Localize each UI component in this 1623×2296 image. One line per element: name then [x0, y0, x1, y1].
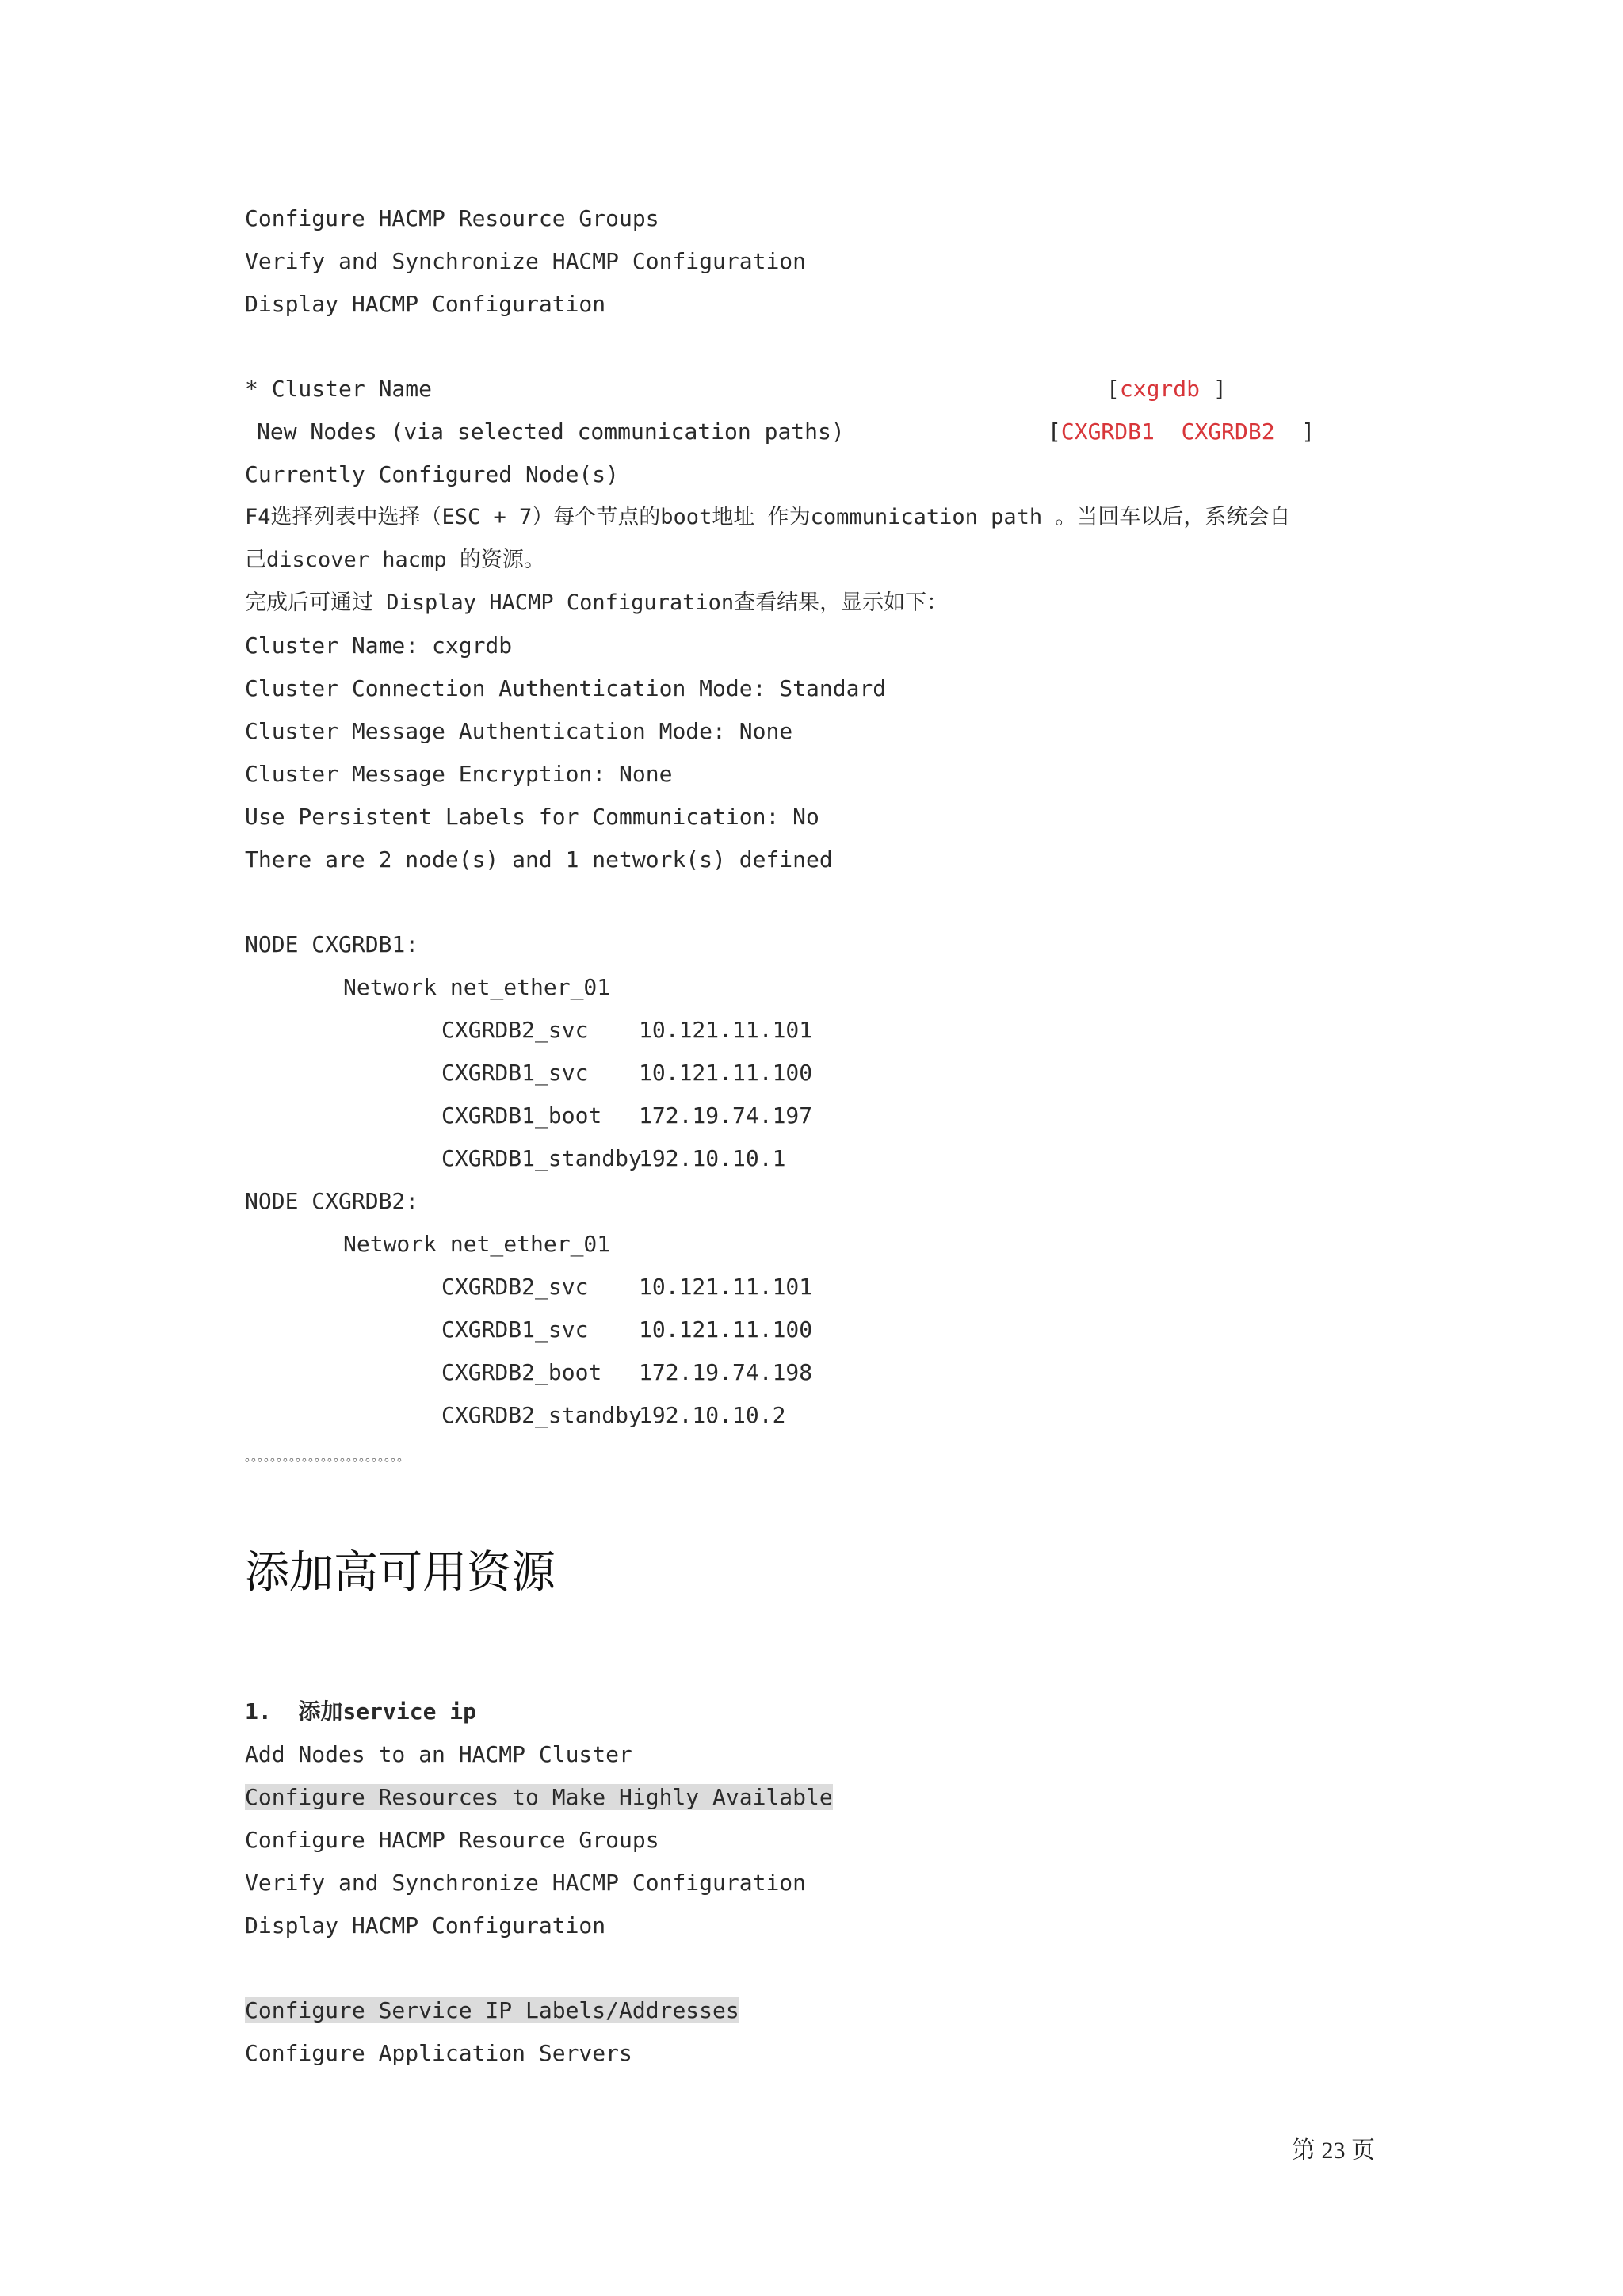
interface-ip: 192.10.10.1: [639, 1145, 786, 1171]
cluster-name-label: * Cluster Name: [245, 376, 433, 402]
cluster-name-field: [cxgrdb ]: [1106, 376, 1227, 402]
menu-item-add-nodes: Add Nodes to an HACMP Cluster: [245, 1741, 632, 1767]
submenu-item-app-servers: Configure Application Servers: [245, 2040, 632, 2066]
menu-item-verify-sync: Verify and Synchronize HACMP Configuration: [245, 1870, 807, 1896]
ellipsis-divider: 。。。。。。。。。。。。。。。。。。。。。。。。。: [245, 1449, 411, 1464]
cluster-info-line: Cluster Message Authentication Mode: None: [245, 718, 793, 744]
interface-ip: 172.19.74.198: [639, 1359, 813, 1385]
interface-ip: 172.19.74.197: [639, 1102, 813, 1129]
cluster-info-line: Cluster Message Encryption: None: [245, 761, 673, 787]
new-nodes-value: CXGRDB1 CXGRDB2: [1060, 418, 1275, 445]
cluster-info-line: Cluster Name: cxgrdb: [245, 632, 513, 659]
cluster-name-value: cxgrdb: [1119, 376, 1201, 402]
interface-label: CXGRDB2_svc: [441, 1274, 589, 1300]
section-heading: 添加高可用资源: [245, 1549, 556, 1598]
cluster-info-line: Cluster Connection Authentication Mode: Standard: [245, 675, 887, 701]
interface-ip: 10.121.11.100: [639, 1316, 813, 1343]
instruction-line-1: F4选择列表中选择（ESC + 7）每个节点的boot地址 作为communication path 。当回车以后，系统会自: [245, 505, 1291, 529]
interface-label: CXGRDB1_boot: [441, 1102, 602, 1129]
interface-ip: 10.121.11.100: [639, 1060, 813, 1086]
interface-ip: 10.121.11.101: [639, 1274, 813, 1300]
node-title: NODE CXGRDB1:: [245, 931, 419, 957]
menu-item-configure-resources: [245, 1782, 833, 1813]
interface-ip: 10.121.11.101: [639, 1017, 813, 1043]
interface-label: CXGRDB1_standby: [441, 1145, 642, 1171]
interface-label: CXGRDB1_svc: [441, 1060, 589, 1086]
page-number: 第 23 页: [1292, 2137, 1375, 2164]
menu-item-resource-groups: Configure HACMP Resource Groups: [245, 1827, 659, 1853]
configured-nodes-label: Currently Configured Node(s): [245, 461, 620, 487]
interface-label: CXGRDB2_boot: [441, 1359, 602, 1385]
step-title: 1. 添加service ip: [245, 1698, 477, 1725]
node-title: NODE CXGRDB2:: [245, 1188, 419, 1214]
new-nodes-field: [CXGRDB1 CXGRDB2 ]: [1048, 418, 1316, 445]
cluster-info-line: Use Persistent Labels for Communication: No: [245, 804, 819, 830]
node-network: Network net_ether_01: [343, 974, 611, 1000]
highlighted-menu-text: Configure Resources to Make Highly Available: [245, 1784, 833, 1810]
highlighted-submenu-text: Configure Service IP Labels/Addresses: [245, 1997, 739, 2023]
menu-item-display-config: Display HACMP Configuration: [245, 1912, 606, 1939]
menu-item-verify-sync: Verify and Synchronize HACMP Configuration: [245, 248, 807, 274]
cluster-info-line: There are 2 node(s) and 1 network(s) defined: [245, 846, 833, 873]
interface-ip: 192.10.10.2: [639, 1402, 786, 1428]
submenu-item-service-ip: [245, 1995, 739, 2027]
menu-item-display-config: Display HACMP Configuration: [245, 291, 606, 317]
node-network: Network net_ether_01: [343, 1231, 611, 1257]
instruction-line-2: 己discover hacmp 的资源。: [245, 548, 545, 572]
menu-item-resource-groups: Configure HACMP Resource Groups: [245, 205, 659, 231]
interface-label: CXGRDB2_standby: [441, 1402, 642, 1428]
new-nodes-label: New Nodes (via selected communication paths): [257, 418, 845, 445]
instruction-line-3: 完成后可通过 Display HACMP Configuration查看结果，显示如下：: [245, 590, 949, 615]
interface-label: CXGRDB2_svc: [441, 1017, 589, 1043]
interface-label: CXGRDB1_svc: [441, 1316, 589, 1343]
